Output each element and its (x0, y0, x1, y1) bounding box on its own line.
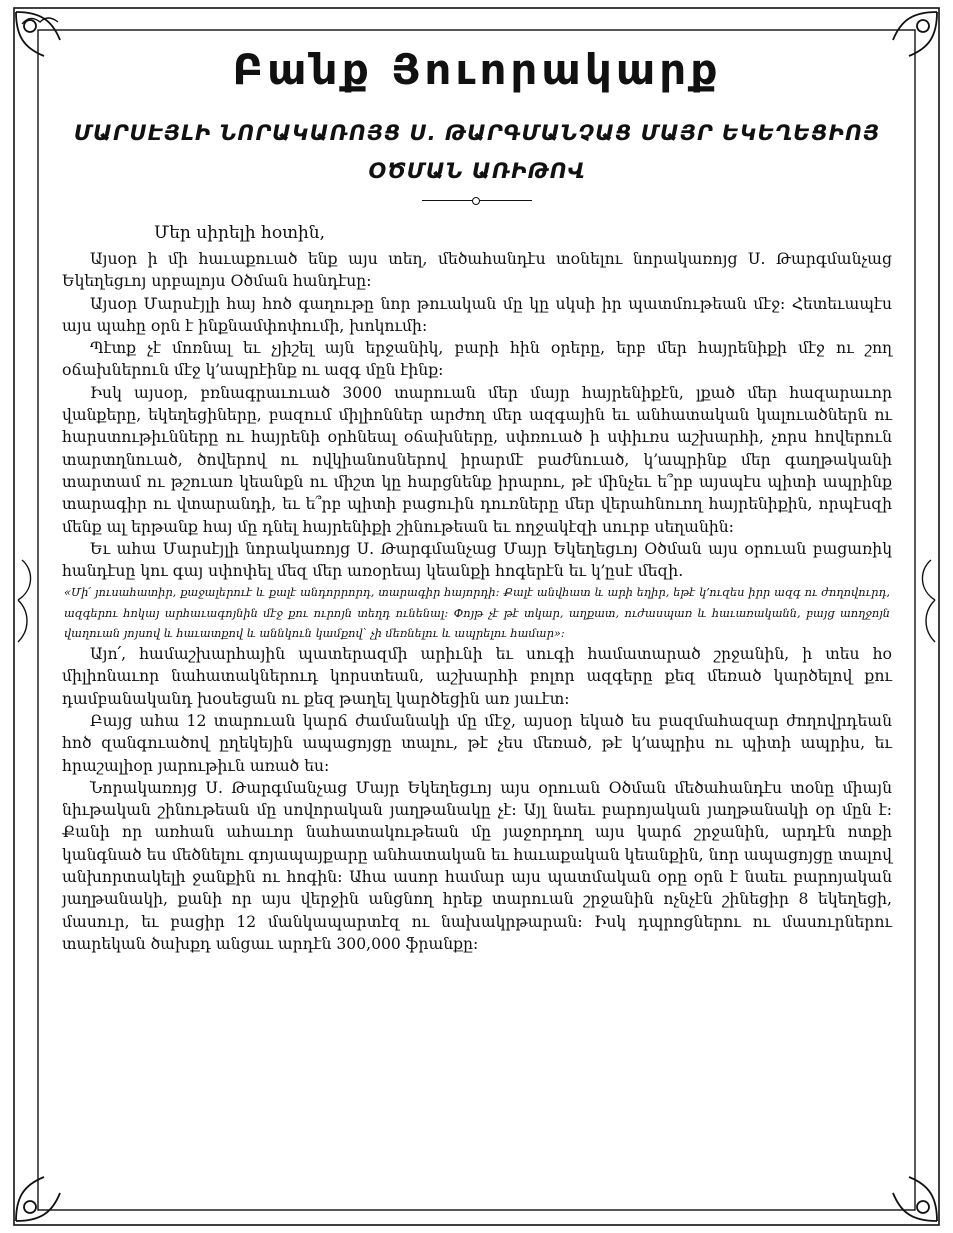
quoted-passage: «Մի՛ յուսահատիր, քաջալերուէ և քալէ անդորրորդ, տարագիր հայորդի: Քալէ անվհատ և արի եղիր, եթէ կ՚ուզես իրր ազգ ու ժողովուրդ, ազգերու հոկայ արհաւագոյնին մէջ քու ուրոյն տեղդ ունենալ: Փոյթ չէ թէ տկար, աղքատ, ուժասպառ և հաւառականն, բայց աողջոյն վաղուան յոյսով և հաւատքով և աննկուն կամքով՝ չի մեռնելու և ապրելու համար»: (64, 585, 890, 640)
paragraph: Եւ ահա Մարսէյլի նորակառոյց Ս. Թարգմանչաց Մայր Եկեղեցւոյ Օծման այս օրուան բացառիկ հանդէսը կու գայ սփոփել մեզ մեր առօրեայ կեանքի հոգերէն եւ կ՚ըսէ մեզի. (62, 539, 892, 581)
article-body (62, 44, 892, 955)
paragraph: Այսօր ի մի հաւաքուած ենք այս տեղ, մեծահանդէս տօնելու նորակառոյց Ս. Թարգմանչաց Եկեղեցւոյ սրբալոյս Օծման հանդէսը: (62, 250, 892, 291)
paragraph: Բայց ահա 12 տարուան կարճ ժամանակի մը մէջ, այսօր եկած ես բազմահազար ժողովրդեան հոծ զանգուածով ըղեկեյին ապացոյցը տալու, թէ չես մեռած, թէ կ՚ապրիս ու պիտի ապրիս, եւ հրաշալիօր յարութիւն առած ես: (62, 711, 892, 775)
salutation: Մեր սիրելի հօտին, (154, 223, 325, 243)
occasion-heading: ՕԾՄԱՆ ԱՌԻԹՈՎ (368, 159, 586, 183)
paragraph: Պէտք չէ մոռնալ եւ չյիշել այն երջանիկ, բարի հին օրերը, երբ մեր հայրենիքի մէջ ու շող օճախներուն մէջ կ՚ապրէինք ու ազգ մըն էինք: (62, 339, 892, 380)
paragraph: Այո՛, համաշխարհային պատերազմի արիւնի եւ սուգի համատարած շրջանին, ի տես հօ միլիոնաւոր նահատակներուդ կորստեան, աշխարհի բոլոր ազգերը քեզ մեռած կարծելով քու դամբանականդ խօսեցան ու քեզ թաղել կարծեցին առ յաւէտ: (62, 645, 892, 708)
ornamental-divider (422, 196, 532, 206)
paragraph: Այսօր Մարսէյլի հայ հոծ գաղութը նոր թուական մը կը սկսի իր պատմութեան մէջ: Հետեւապէս այս պահը օրն է ինքնամփոփումի, խոկումի: (62, 294, 892, 335)
paragraph: Նորակառոյց Ս. Թարգմանչաց Մայր Եկեղեցւոյ այս օրուան Օծման մեծահանդէս տօնը միայն նիւթական շինութեան մը սովորական յաղթանակը չէ: Այլ նաեւ բարոյական յաղթանակի օր մըն է: Քանի որ առհան ահաւոր նահատակութեան մը յաջորդող այս կարճ շրջանին, արդէն ոտքի կանգնած ես մեծնելու գոյապայքարը անհատական եւ հաւաքական կեանքին, նոր ապացոյցը տալով անխորտակելի ջանքին ու հոգին: Ահա ասոր համար այս պատմական օրը օրն է նաեւ բարոյական յաղթանակի, քանի որ այս վերջին անցնող հրեք տարուան շրջանին ոչնչէն շինեցիր 8 եկեղեցի, մասուր, եւ բացիր 12 մանկապարտէզ ու նախակրթարան: Իսկ դպրոցներու ու մասուրներու տարեկան ծախքդ անցաւ արդէն 300,000 ֆրանքը: (62, 778, 892, 953)
page-title: Բանք Յուորակարք (232, 45, 722, 94)
side-ornament-right (922, 560, 935, 642)
article-subtitle: ՄԱՐՍԷՅԼԻ ՆՈՐԱԿԱՌՈՅՑ Ս. ԹԱՐԳՄԱՆՉԱՑ ՄԱՅՐ ԵԿԵՂԵՑԻՈՅ (73, 121, 881, 145)
paragraph: Իսկ այսօր, բռնագրաւուած 3000 տարուան մեր մայր հայրենիքէն, լքած մեր հազարաւոր վանքերը, եկեղեցիները, բազում միլիոններ արժող մեր ազգային եւ անհատական կալուածներն ու հարստութիւնները ու հայրենի օրհնեալ օճախները, սփռուած ի սփիւռս աշխարհի, չորս հովերուն տարտղնուած, ծովերով ու ովկիանոսներով իրարմէ բաժնուած, կ՚ապրինք մեր գաղթականի տարտամ ու թշուառ կեանքն ու միշտ կը հարցնենք իրարու, թէ մինչեւ ե՞րբ այսպէս պիտի ապրինք տարագիր ու վտարանդի, եւ ե՞րբ պիտի բացուին դուռները մեր վերահնուող հայրենիքին, որպէսզի մենք ալ երթանք հայ մը դնել հայրենիքի շինութեան եւ ողջակէզի սուրբ սեղանին: (62, 383, 892, 536)
side-ornament-left (18, 560, 31, 642)
